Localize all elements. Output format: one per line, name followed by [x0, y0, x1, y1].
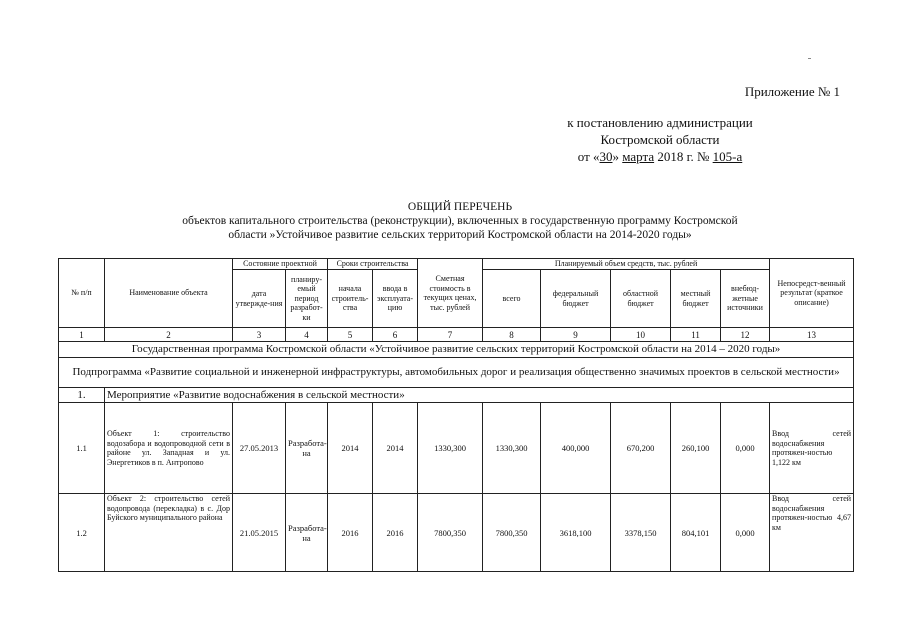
col-number: 3 — [233, 328, 286, 342]
measure-title: Мероприятие «Развитие водоснабжения в сельской местности» — [105, 388, 854, 403]
th-approval-date: дата утвержде-ния — [233, 270, 286, 328]
date-mid: » — [612, 149, 623, 164]
col-number: 5 — [328, 328, 373, 342]
title-line-3: области »Устойчивое развитие сельских территорий Костромской области на 2014-2020 годы» — [228, 229, 692, 241]
th-result: Непосредст-венный результат (краткое описание) — [770, 259, 854, 328]
objects-table — [58, 258, 854, 572]
row-object-name: Объект 2: строительство сетей водопровода (перекладка) в с. Дор Буйского муниципального района — [105, 494, 233, 572]
th-planned-funds: Планируемый объем средств, тыс. рублей — [483, 259, 770, 270]
col-number: 11 — [671, 328, 721, 342]
th-extra: внебюд-жетные источники — [721, 270, 770, 328]
th-num: № п/п — [59, 259, 105, 328]
col-number: 9 — [541, 328, 611, 342]
th-cost: Сметная стоимость в текущих ценах, тыс. рублей — [418, 259, 483, 328]
decree-region: Костромской области — [600, 132, 720, 147]
th-design-state: Состояние проектной — [233, 259, 328, 270]
row-commissioning: 2016 — [373, 494, 418, 572]
row-cost: 7800,350 — [418, 494, 483, 572]
col-number: 6 — [373, 328, 418, 342]
th-start: начала строитель-ства — [328, 270, 373, 328]
row-regional: 670,200 — [611, 403, 671, 494]
col-number: 10 — [611, 328, 671, 342]
date-day: 30 — [599, 149, 613, 164]
th-total: всего — [483, 270, 541, 328]
col-number: 4 — [286, 328, 328, 342]
table-row — [59, 403, 854, 494]
subprogram-title: Подпрограмма «Развитие социальной и инженерной инфраструктуры, автомобильных дорог и реализация общественно значимых проектов в сельской местности» — [59, 358, 854, 388]
title-line-1: ОБЩИЙ ПЕРЕЧЕНЬ — [407, 201, 513, 213]
title-line-2: объектов капитального строительства (реконструкции), включенных в государственную программу Костромской — [182, 215, 738, 227]
date-year-no: 2018 г. № — [654, 149, 713, 164]
row-regional: 3378,150 — [611, 494, 671, 572]
row-approval-date: 21.05.2015 — [233, 494, 286, 572]
row-num: 1.1 — [59, 403, 105, 494]
col-number: 2 — [105, 328, 233, 342]
date-number: 105-а — [712, 149, 743, 164]
row-federal: 3618,100 — [541, 494, 611, 572]
table-row — [59, 494, 854, 572]
subprogram-row — [59, 358, 854, 388]
th-construction-terms: Сроки строительства — [328, 259, 418, 270]
col-number: 8 — [483, 328, 541, 342]
decree-to: к постановлению администрации — [567, 115, 753, 130]
row-start: 2016 — [328, 494, 373, 572]
measure-num: 1. — [59, 388, 105, 403]
decree-reference — [540, 114, 780, 165]
row-object-name: Объект 1: строительство водозабора и водопроводной сети в районе ул. Западная и ул. Энергетиков в п. Антропово — [105, 403, 233, 494]
row-result: Ввод сетей водоснабжения протяжен-ностью 1,122 км — [770, 403, 854, 494]
measure-row — [59, 388, 854, 403]
th-name: Наименование объекта — [105, 259, 233, 328]
row-result: Ввод сетей водоснабжения протяжен-ностью 4,67 км — [770, 494, 854, 572]
row-total: 1330,300 — [483, 403, 541, 494]
document-title — [120, 200, 800, 242]
row-local: 260,100 — [671, 403, 721, 494]
date-from: от « — [577, 149, 600, 164]
row-total: 7800,350 — [483, 494, 541, 572]
appendix-label: Приложение № 1 — [744, 84, 840, 99]
row-approval-date: 27.05.2013 — [233, 403, 286, 494]
row-planned-period: Разработа-на — [286, 403, 328, 494]
th-federal: федеральный бюджет — [541, 270, 611, 328]
scan-speck — [808, 58, 811, 59]
row-extra: 0,000 — [721, 494, 770, 572]
row-num: 1.2 — [59, 494, 105, 572]
program-row — [59, 342, 854, 358]
row-local: 804,101 — [671, 494, 721, 572]
col-number: 1 — [59, 328, 105, 342]
th-planned-period: планиру-емый период разработ-ки — [286, 270, 328, 328]
col-number: 7 — [418, 328, 483, 342]
row-commissioning: 2014 — [373, 403, 418, 494]
th-local: местный бюджет — [671, 270, 721, 328]
col-number: 13 — [770, 328, 854, 342]
row-start: 2014 — [328, 403, 373, 494]
program-title: Государственная программа Костромской области «Устойчивое развитие сельских территорий Костромской области на 2014 – 2020 годы» — [59, 342, 854, 358]
row-federal: 400,000 — [541, 403, 611, 494]
row-extra: 0,000 — [721, 403, 770, 494]
th-commissioning: ввода в эксплуата-цию — [373, 270, 418, 328]
row-cost: 1330,300 — [418, 403, 483, 494]
decree-date — [540, 148, 780, 165]
th-regional: областной бюджет — [611, 270, 671, 328]
column-numbers-row — [59, 328, 854, 342]
row-planned-period: Разработа-на — [286, 494, 328, 572]
col-number: 12 — [721, 328, 770, 342]
date-month: марта — [622, 149, 655, 164]
